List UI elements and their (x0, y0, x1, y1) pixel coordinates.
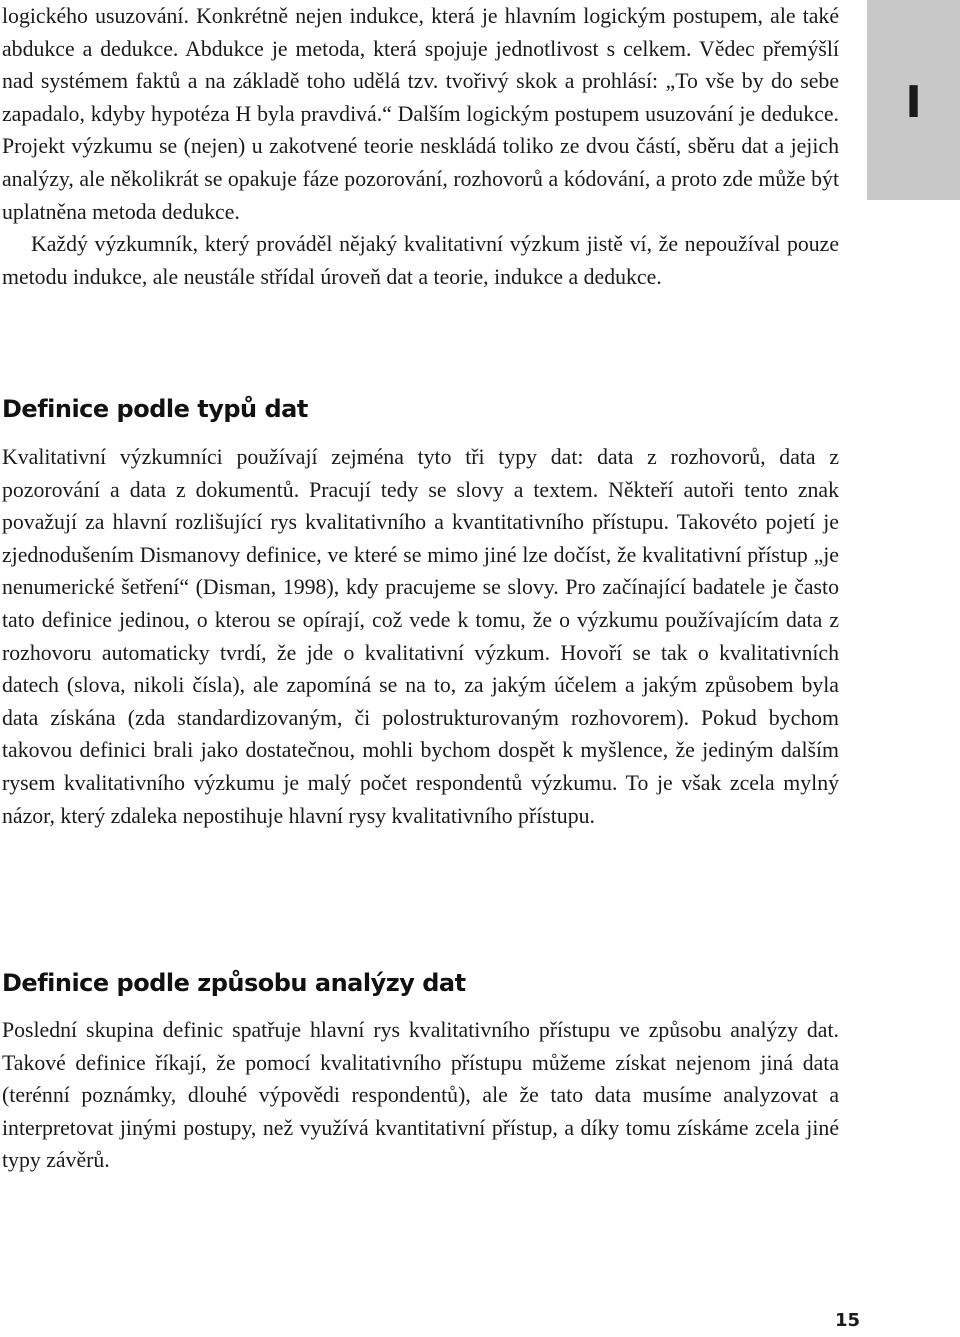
section-heading-analysis: Definice podle způsobu analýzy dat (2, 969, 466, 997)
section-heading-data-types: Definice podle typů dat (2, 395, 308, 423)
intro-text-block (2, 0, 839, 293)
section-analysis-text (2, 1014, 839, 1177)
body-paragraph: Každý výzkumník, který prováděl nějaký kvalitativní výzkum jistě ví, že nepoužíval pouze metodu indukce, ale neustále střídal úroveň dat a teorie, indukce a dedukce. (2, 232, 839, 289)
section-data-types-text (2, 441, 839, 832)
chapter-tab (867, 0, 960, 200)
body-paragraph: Poslední skupina definic spatřuje hlavní rys kvalitativního přístupu ve způsobu analýzy dat. Takové definice říkají, že pomocí kvalitativního přístupu můžeme získat nejenom jiná data (terénní poznámky, dlouhé výpovědi respondentů), ale že tato data musíme analyzovat a interpretovat jinými postupy, než využívá kvantitativní přístup, a díky tomu získáme zcela jiné typy závěrů. (2, 1018, 839, 1173)
page-number: 15 (834, 1310, 860, 1331)
body-paragraph: logického usuzování. Konkrétně nejen indukce, která je hlavním logickým postupem, ale také abdukce a dedukce. Abdukce je metoda, která spojuje jednotlivost s celkem. Vědec přemýšlí nad systémem faktů a na základě toho udělá tzv. tvořivý skok a prohlásí: „To vše by do sebe zapadalo, kdyby hypotéza H byla pravdivá.“ Dalším logickým postupem usuzování je dedukce. Projekt výzkumu se (nejen) u zakotvené teorie neskládá toliko ze dvou částí, sběru dat a jejich analýzy, ale několikrát se opakuje fáze pozorování, rozhovorů a kódování, a proto zde může být uplatněna metoda dedukce. (2, 4, 839, 224)
body-paragraph: Kvalitativní výzkumníci používají zejména tyto tři typy dat: data z rozhovorů, data z pozorování a data z dokumentů. Pracují tedy se slovy a textem. Někteří autoři tento znak považují za hlavní rozlišující rys kvalitativního a kvantitativního přístupu. Takovéto pojetí je zjednodušením Dismanovy definice, ve které se mimo jiné lze dočíst, že kvalitativní přístup „je nenumerické šetření“ (Disman, 1998), kdy pracujeme se slovy. Pro začínající badatele je často tato definice jedinou, o kterou se opírají, což vede k tomu, že o výzkumu používajícím data z rozhovoru automaticky tvrdí, že jde o kvalitativní výzkum. Hovoří se tak o kvalitativních datech (slova, nikoli čísla), ale zapomíná se na to, za jakým účelem a jakým způsobem byla data získána (zda standardizovaným, či polostrukturovaným rozhovorem). Pokud bychom takovou definici brali jako dostatečnou, mohli bychom dospět k myšlence, že jediným dalším rysem kvalitativního výzkumu je malý počet respondentů výzkumu. To je však zcela mylný názor, který zdaleka nepostihuje hlavní rysy kvalitativního přístupu. (2, 445, 839, 828)
chapter-tab-letter: I (905, 77, 922, 128)
